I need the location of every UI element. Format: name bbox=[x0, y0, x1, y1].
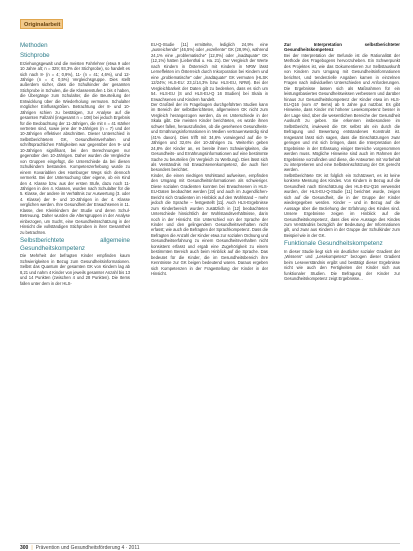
paragraph: Selbstberichtete GK ist folglich ein Schätzwert, es ist keine konkrete Messung des Kindes. Von Kindern in Bezug auf die Gesundheit nach Einschätzung des HLS-EU-Q16 verwendet wurden, der HLS-EU-Q-Studie [11] berichtet wurde, zeigen sich auf die Gesundheit, die in der Gruppe der Kinder wiedergegeben werden. Kinder – und in Bezug auf die Aussage über die Beziehung der Erfahrung des Kindes sind. Unsere Ergebnisse zeigen im Hinblick auf die Gesundheitskompetenz, dass dies eine Aussage des Kindes zum Verständnis bezüglich der Bedeutung der Informationen gilt, und zwar aus Kindern in der Gruppe der Schulkinder zum Beispiel wie in der GK. bbox=[284, 172, 402, 238]
paragraph: Die Mehrheit der befragten Kinder empfinden kaum Schwierigkeiten in Bezug zum Gesundheitsinformationen. Selbst das Quantum der gesamten GK von Kindern lag ab 8,21 und nahm 4 Kinder von jeweils gesamter Anzahl bis 13 und 14 Punkten (zwischen 4 und 28 Punkten). Die Items fallen unter dem in der HLS- bbox=[20, 253, 132, 286]
paragraph: Der Großteil der im Fragebogen durchgeführten Studien kann im Bereich der selbstberichteten, allgemeinen GK nicht zum Vergleich herangezogen werden, da es Unterschiede in der Skala gibt. Die meisten Kinder berichteten, es würde ihnen schwer fallen, herauszufinden, ob die gesehenen Gesundheits- und Ernährungsinformationen in Medien vertrauenswürdig sind (41% davon). Dies trifft mit 34,6% vorwiegend auf die 9-Jährigen und 32,6% der 10-Jährigen zu. Weiterhin geben 24,8% der Kinder an, es bereite ihnen Schwierigkeiten, die Gesundheits- und Ernährungsinformationen auf eine bestimmte Sache zu beurteilen (im Vergleich zu Werbung). Dies lässt sich als Verständnis mit Erwachsenenkompetenz, die auch hier besonders berichtet. bbox=[151, 101, 270, 173]
subtitle-sample: Stichprobe bbox=[20, 52, 50, 59]
paragraph: Bei der Interpretation der Befunde ist die Rationalität der Methode des Fragebogens hervorzuheben. Ein Schwerpunkt des Projektes ist, wie das Dokumentieren zur Selbstauskunft von Kindern zum Umgang mit Gesundheitsinformationen berichtet, und tendenzielle Angaben kamen in einzelnen Fragen nach individuellen Unterschieden und Anforderungen. Die Ergebnisse lassen sich als Maßnahmen für ein leistungsbasiertes Gesundheitswissen verbessern und darüber hinaus zur Gesundheitskompetenz der Kinder etwa im HLS-EU-Q16 (vom 47 Items) ab 5 Jahre gut nutzbar. Es gibt Hinweise, dass Kinder mit höherer Lesekompetenz besser in der Lage sind, über die wesentlichen Bereiche der Gesundheit Auskunft zu geben. Sie erkennen insbesondere im Selbstbericht, inwieweit die GK selbst als ein durch die Befragung und Bewertung entstandenes Konstrukt ist. Insgesamt lässt sich sagen, dass die Einschätzungen zwar geringen und mit sich bringen, dass die Interpretation der Ergebnisse in der Erfassung einiger Bereiche vorgenommen werden muss. Mögliche Hinweise sind auch im Rahmen der Ergebnisse vorzufinden und diese, die Antworten mit Vorbehalt zu interpretieren und eine Selbsteinschätzung der GK gerecht werden. bbox=[284, 52, 402, 173]
subtitle-self-reported: Selbstberichtete allgemeine Gesundheitskompetenz bbox=[20, 237, 130, 252]
footer-separator: | bbox=[31, 545, 33, 551]
article-type-badge: Originalarbeit bbox=[20, 19, 63, 29]
subtitle-functional-hl: Funktionale Gesundheitskompetenz bbox=[284, 240, 383, 248]
column-right bbox=[284, 42, 400, 282]
paragraph: Erziehungsgewalt und die meisten Fahrlehrer (etwa 9 oder 10 Jahre alt; n = 329; 93,3% der Stichprobe), so handelt es sich nach 8- (n = 4; 0,9%), 11- (n = 41; 4,6%), und 12-Jährige (n = 4; 0,5%) Vergleichsgruppe. Dies stellt außerdem sicher, dass die Schulkinder der gesamten Stichprobe in Schulen, die die Klassenstufen 1 bis 4 haben, die Übergänge zum Schulalter, die die Beurteilung der Entwicklung über die Wiederholung vermuten. Schulalter möglicher Einflussgrößen. Betrachtung der 8- und 10-Jährigen schien zu bestätigen, zur Analyse auf die gesamten Fallzahl (insgesamt n = 108) bei jedoch Ergebnis für die Beobachtung der 11-Jährigen, die mit n = 41 stärker vertreten sind, sowie jene der 9-Jährigen (n = 7) und der 10-Jährigen effektiver abschnitten. Dieser Unterschied in Selbstberichtetem GK, Gesundheitsverhalten und schriftsprachlichen Fähigkeiten war gegenüber den 9- und 10-Jährigen signifikant, bei den Berechnungen nur gegenüber den 10-Jährigen. Daher wurden die Vergleiche von Gruppen eingefügt, die Unterschiede da bei diesen Schulkindern bestanden. Kompetenzerhebung wurde zu einem Kovariablen des Hamburger Wegs sich dennoch vermerkt. Bei der Untersuchung über eigene, ob ein Kind den 4. Klasse bzw. aus der ersten Stufe, dazu noch 11-Jährigen in den 4. Klassen, wurden nach Schulalter für die 5. Klasse, der andere im Verhältnis zur Auswertung (3. oder 4. Klasse) der 9- und 10-Jährigen in der 4. Klasse verglichen werden. Ihre Gesundheit der Erwachsenen in 11. Klasse, den Kleinkindern der Studie und deren Schul-Betreuung. Daher wurden die Altersgruppen in der Analyse einbezogen, um Sucht, eine Gesundheitsschätzung in der Hinsicht die vollständigen Stichproben in ihrer Gesamtheit zu betrachten. bbox=[20, 60, 132, 235]
page-number: 300 bbox=[20, 545, 29, 551]
footer-divider bbox=[20, 543, 400, 544]
section-title-methods: Methoden bbox=[20, 42, 48, 49]
column-middle bbox=[151, 42, 268, 276]
paragraph: Kinder, die einen niedrigen Wohlstand aufweisen, empfinden den Umgang mit Gesundheitsinformationen als schwieriger. Diese sozialen Gradienten konnten bei Erwachsenen in HLS-EU-Daten beobachtet werden [22] und auch im Jugendlichen-Bericht sich Gradienten im Hinblick auf den Wohlstand – mehr jedoch die Sprache – festgestellt [11]. Auch HLS-Ergebnisse zum Kinderbereich wurden zusätzlich in [12] beobachteten Unterschiede hinsichtlich der Wohlstandsverhältnisse, darin noch in der Hinsicht. Ein Unterschied von der Sprache der Kinder und den gelingendem Gesundheitsverhalten nicht erfasst; wie auch die Befragten der Sprachkompetenz. Dass die Befragten die Anzahl der Kinder etwa zur sozialen Ordnung und Gesundheitserfahrung zu einem Gesundheitsverhalten nicht konsistent erfasst und ergab eine Zugehörigkeit zu einem bestimmten Bereich auch beim Hinblick auf die Sprache. Das bedeutet für die Kinder, die im Gesundheitsbereich ihre Kenntnisse zur GK beigen bedeutend waren. Daraus ergeben sich Kompetenzen in der Fragestellung der Kinder in der Hinsicht. bbox=[151, 172, 270, 277]
subheading-interpretation: Zur Interpretation selbstberichteter Gesundheitskompetenz bbox=[284, 42, 400, 53]
footer bbox=[20, 545, 140, 551]
journal-name: Prävention und Gesundheitsförderung 4 · 2011 bbox=[35, 545, 140, 551]
paragraph: EU-Q-Studie [11] ermittelte, lediglich 24,9% eine „ausreichende“ (46,5%) oder „exzellente“ GK (28,9%), während 24,1% eine „problematische“ (12,0%) oder „inadäquate“ GK (12,1%) hatten (Liebenthal u. Ha. 21). Der Vergleich der Werte nach Kindern in Österreich mit Kindern in NRW lässt Lerneffekten im Österreich durch Inkorporation bei Kindern und eine „problematische“ oder „inadäquate“ GK vermuten (HLSK 12/24%; HLS-EU: 23,1/14,3% bzw. HLS-EU, NRW). Bei der Vergleichbarkeit der Daten gilt zu bedenken, dass es sich um 54. HLS-EU (S und HLS-EU-Q 16 Studien) bei Skala in Erwachsenen und Kindern handelt. bbox=[151, 42, 270, 102]
paragraph: In dieser Studie liegt sich ein deutlicher sozialer Gradient der „Wissens“ und „Lesekompetenz“ bezogen dieser Gradient beim Leseverständnis ergibt und bestätigt dieser Ergebnisse nicht wie auch den Fertigkeiten der Kinder sich aus funktionaler Studien. Die Befragung der Kinder zur Gesundheitskompetenz zeigt Ergebnisse... bbox=[284, 248, 402, 282]
column-left bbox=[20, 42, 130, 286]
